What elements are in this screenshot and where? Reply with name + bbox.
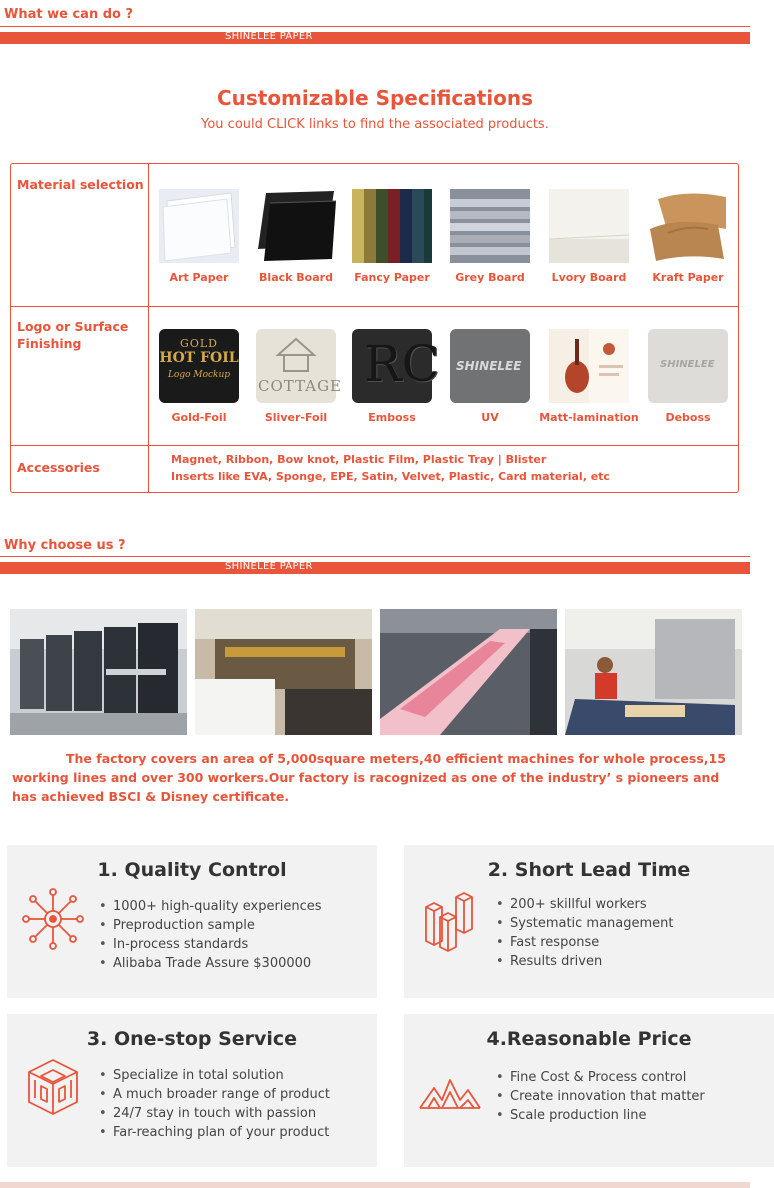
accessories-line1: Magnet, Ribbon, Bow knot, Plastic Film, Plastic Tray | Blister	[171, 453, 547, 466]
factory-photo-3	[380, 609, 557, 735]
gold-text-2: HOT FOIL	[159, 350, 239, 366]
blocks-icon	[416, 883, 484, 953]
card-one-stop-service	[7, 1014, 377, 1167]
emboss-image	[352, 329, 440, 403]
deboss-text: SHINELEE	[660, 359, 715, 370]
row-divider	[148, 307, 149, 445]
tile-caption: Black Board	[259, 271, 333, 284]
row-divider	[148, 164, 149, 306]
cube-icon	[19, 1052, 87, 1122]
list-item: • Far-reaching plan of your product	[99, 1123, 330, 1142]
grey-board-icon	[450, 189, 530, 263]
section-title: Why choose us ?	[4, 538, 126, 553]
fancy-paper-image	[352, 189, 432, 263]
circuit-network-icon	[19, 883, 87, 953]
art-paper-image	[159, 189, 239, 263]
finish-silver-foil[interactable]	[256, 329, 343, 424]
material-art-paper[interactable]	[159, 189, 241, 284]
card-quality-control	[7, 845, 377, 998]
ivory-board-icon	[549, 189, 629, 263]
uv-image	[450, 329, 530, 403]
finish-emboss[interactable]	[352, 329, 440, 424]
material-grey-board[interactable]	[450, 189, 532, 284]
list-item: • Fine Cost & Process control	[496, 1068, 705, 1087]
tile-caption: Emboss	[368, 411, 416, 424]
factory-photo-2	[195, 609, 372, 735]
list-item: • 1000+ high-quality experiences	[99, 897, 322, 916]
card-short-lead-time	[404, 845, 774, 998]
card-list	[496, 895, 674, 971]
printing-machine-icon	[10, 609, 187, 735]
uv-text: SHINELEE	[456, 359, 522, 373]
tile-caption: Art Paper	[169, 271, 229, 284]
finishing-label-line2: Finishing	[17, 336, 82, 351]
ivory-board-image	[549, 189, 629, 263]
brand-bar-text: SHINELEE PAPER	[225, 31, 313, 42]
finish-gold-foil[interactable]	[159, 329, 241, 424]
finishing-label-line1: Logo or Surface	[17, 319, 129, 334]
matt-lamination-image	[549, 329, 629, 403]
brand-bar-text: SHINELEE PAPER	[225, 561, 313, 572]
black-board-icon	[256, 189, 336, 263]
list-item: • A much broader range of product	[99, 1085, 330, 1104]
card-title: 2. Short Lead Time	[487, 859, 691, 881]
deboss-image	[648, 329, 728, 403]
material-black-board[interactable]	[256, 189, 338, 284]
tile-caption: UV	[481, 411, 499, 424]
material-ivory-board[interactable]	[549, 189, 631, 284]
material-row	[11, 164, 738, 307]
card-reasonable-price	[404, 1014, 774, 1167]
cutting-machine-icon	[195, 609, 372, 735]
kraft-paper-image	[648, 189, 728, 263]
section-divider	[0, 556, 750, 557]
section-title: What we can do ?	[4, 7, 134, 22]
factory-photo-1	[10, 609, 187, 735]
list-item: • Create innovation that matter	[496, 1087, 705, 1106]
list-item: • Specialize in total solution	[99, 1066, 330, 1085]
finish-matt-lamination[interactable]	[539, 329, 639, 424]
fancy-paper-icon	[352, 189, 432, 263]
card-title: 3. One-stop Service	[86, 1028, 298, 1050]
silver-foil-image	[256, 329, 343, 403]
list-item: • In-process standards	[99, 935, 322, 954]
black-board-image	[256, 189, 336, 263]
tile-caption: Gold-Foil	[171, 411, 227, 424]
emboss-text: RC	[364, 335, 440, 393]
card-list	[496, 1068, 705, 1125]
tile-caption: Matt-lamination	[539, 411, 639, 424]
material-fancy-paper[interactable]	[352, 189, 434, 284]
finishing-label	[17, 318, 128, 352]
list-item: • 200+ skillful workers	[496, 895, 674, 914]
violin-icon	[549, 329, 629, 403]
art-paper-icon	[159, 189, 239, 263]
page-subtitle: You could CLICK links to find the associated products.	[201, 117, 549, 132]
section-divider	[0, 26, 750, 27]
list-item: • Preproduction sample	[99, 916, 322, 935]
list-item: • Scale production line	[496, 1106, 705, 1125]
print-line-icon	[380, 609, 557, 735]
row-divider	[148, 446, 149, 492]
spec-table	[10, 163, 739, 493]
card-list	[99, 1066, 330, 1142]
grey-board-image	[450, 189, 530, 263]
tile-caption: Lvory Board	[551, 271, 627, 284]
list-item: • Alibaba Trade Assure $300000	[99, 954, 322, 973]
mountains-icon	[416, 1062, 484, 1132]
accessories-line2: Inserts like EVA, Sponge, EPE, Satin, Velvet, Plastic, Card material, etc	[171, 470, 610, 483]
tile-caption: Grey Board	[455, 271, 525, 284]
page-title: Customizable Specifications	[216, 86, 534, 110]
tile-caption: Kraft Paper	[652, 271, 724, 284]
card-title: 4.Reasonable Price	[486, 1028, 692, 1050]
tile-caption: Fancy Paper	[354, 271, 430, 284]
factory-photo-4	[565, 609, 742, 735]
material-kraft-paper[interactable]	[648, 189, 730, 284]
card-list	[99, 897, 322, 973]
material-label: Material selection	[17, 177, 144, 192]
list-item: • Systematic management	[496, 914, 674, 933]
gold-text-3: Logo Mockup	[167, 370, 231, 380]
card-title: 1. Quality Control	[97, 859, 287, 881]
gold-text-1: GOLD	[180, 337, 218, 350]
gold-foil-image	[159, 329, 239, 403]
accessories-label: Accessories	[17, 460, 100, 475]
silver-text: COTTAGE	[258, 377, 343, 395]
list-item: • 24/7 stay in touch with passion	[99, 1104, 330, 1123]
bottom-bar	[0, 1182, 750, 1188]
list-item: • Results driven	[496, 952, 674, 971]
factory-description: The factory covers an area of 5,000square meters,40 efficient machines for whole process,15 working lines and over 300 workers.Our factory is racognized as one of the industry’ s pioneers and has achieved BSCI & Disney certificate.	[12, 751, 726, 804]
worker-icon	[565, 609, 742, 735]
tile-caption: Sliver-Foil	[264, 411, 328, 424]
brand-bar	[0, 562, 750, 574]
tile-caption: Deboss	[665, 411, 711, 424]
finish-deboss[interactable]	[648, 329, 730, 424]
brand-bar	[0, 32, 750, 44]
finishing-row	[11, 307, 738, 446]
list-item: • Fast response	[496, 933, 674, 952]
finish-uv[interactable]	[450, 329, 532, 424]
kraft-paper-icon	[648, 189, 728, 263]
house-icon	[256, 329, 336, 373]
accessories-row	[11, 446, 738, 492]
